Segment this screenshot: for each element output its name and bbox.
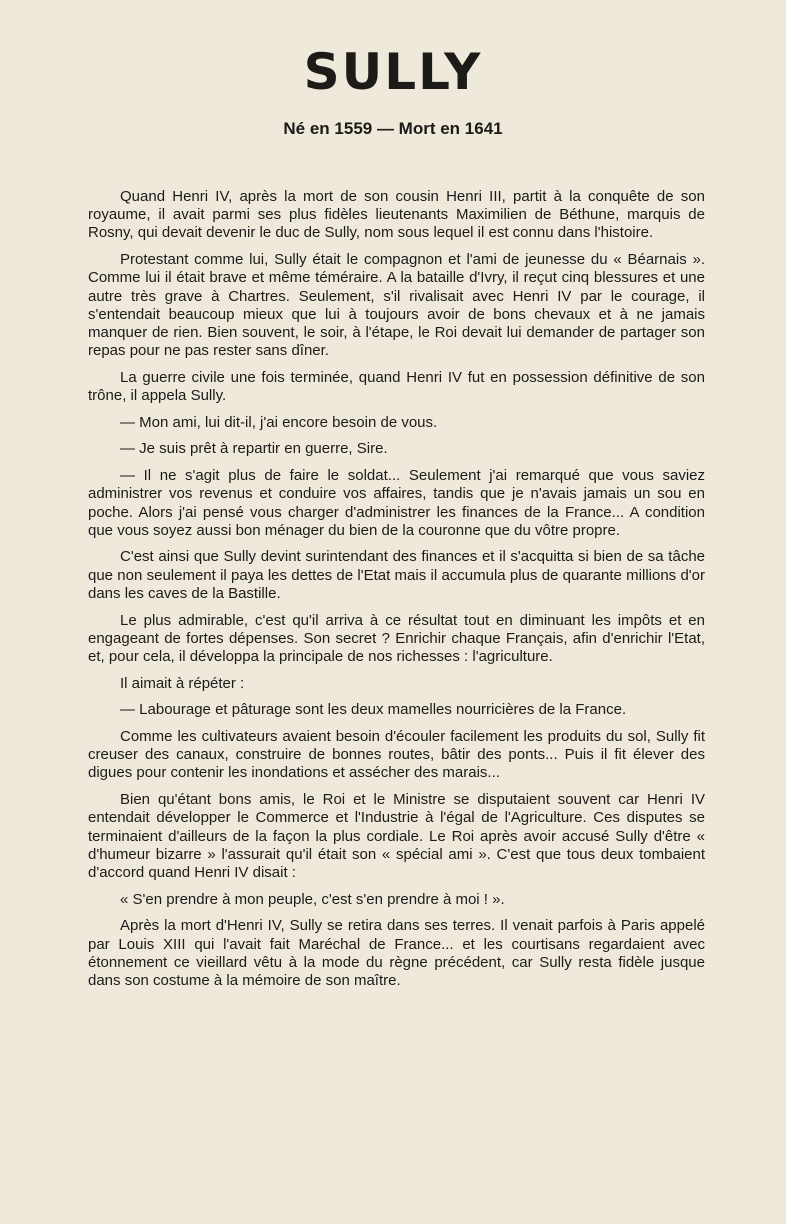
article-body xyxy=(88,188,705,999)
paragraph-2: Protestant comme lui, Sully était le compagnon et l'ami de jeunesse du « Béarnais ». Comme lui il était brave et même téméraire. A la bataille d'Ivry, il reçut cinq blessures et une autre très grave à Chartres. Seulement, s'il rivalisait avec Henri IV par le courage, il s'entendait beaucoup mieux que lui à toujours avoir de bons chevaux et à ne jamais manquer de rien. Bien souvent, le soir, à l'étape, le Roi devait lui demander de partager son repas pour ne pas rester sans dîner. xyxy=(88,251,705,360)
dialogue-line-3: — Il ne s'agit plus de faire le soldat... Seulement j'ai remarqué que vous saviez administrer vos revenus et conduire vos affaires, tandis que je n'avais jamais un sou en poche. Alors j'ai pensé vous charger d'administrer les finances de la France... A condition que vous soyez aussi bon ménager du bien de la couronne que du vôtre propre. xyxy=(88,467,705,539)
paragraph-1: Quand Henri IV, après la mort de son cousin Henri III, partit à la conquête de son royaume, il avait parmi ses plus fidèles lieutenants Maximilien de Béthune, marquis de Rosny, qui devait devenir le duc de Sully, nom sous lequel il est connu dans l'histoire. xyxy=(88,188,705,242)
paragraph-4: C'est ainsi que Sully devint surintendant des finances et il s'acquitta si bien de sa tâche que non seulement il paya les dettes de l'Etat mais il accumula plus de quarante millions d'or dans les caves de la Bastille. xyxy=(88,548,705,602)
paragraph-6: Il aimait à répéter : xyxy=(120,674,245,692)
dialogue-line-2: — Je suis prêt à repartir en guerre, Sire. xyxy=(120,440,388,458)
quote-line-2: « S'en prendre à mon peuple, c'est s'en prendre à moi ! ». xyxy=(120,890,505,908)
page-subtitle: Né en 1559 — Mort en 1641 xyxy=(283,119,503,138)
paragraph-8: Bien qu'étant bons amis, le Roi et le Ministre se disputaient souvent car Henri IV entendait développer le Commerce et l'Industrie à l'égal de l'Agriculture. Ces disputes se terminaient d'ailleurs de la façon la plus cordiale. Le Roi après avoir accusé Sully d'être « d'humeur bizarre » l'assurait qu'il était son « spécial ami ». C'est que tous deux tombaient d'accord quand Henri IV disait : xyxy=(88,791,705,881)
paragraph-3: La guerre civile une fois terminée, quand Henri IV fut en possession définitive de son trône, il appela Sully. xyxy=(88,368,705,405)
quote-line: — Labourage et pâturage sont les deux mamelles nourricières de la France. xyxy=(120,701,627,719)
paragraph-5: Le plus admirable, c'est qu'il arriva à ce résultat tout en diminuant les impôts et en engageant de fortes dépenses. Son secret ? Enrichir chaque Français, afin d'enrichir l'Etat, et, pour cela, il développa la principale de nos richesses : l'agriculture. xyxy=(88,611,705,665)
paragraph-9: Après la mort d'Henri IV, Sully se retira dans ses terres. Il venait parfois à Paris appelé par Louis XIII qui l'avait fait Maréchal de France... et les courtisans regardaient avec étonnement ce vieillard vêtu à la mode du règne précédent, car Sully resta fidèle jusque dans son costume à la mémoire de son maître. xyxy=(88,917,705,990)
paragraph-7: Comme les cultivateurs avaient besoin d'écouler facilement les produits du sol, Sully fit creuser des canaux, construire de bonnes routes, bâtir des ponts... Puis il fit élever des digues pour contenir les inondations et assécher des marais... xyxy=(88,728,705,782)
dialogue-line-1: — Mon ami, lui dit-il, j'ai encore besoin de vous. xyxy=(120,413,438,431)
page-title: SULLY xyxy=(303,43,483,101)
